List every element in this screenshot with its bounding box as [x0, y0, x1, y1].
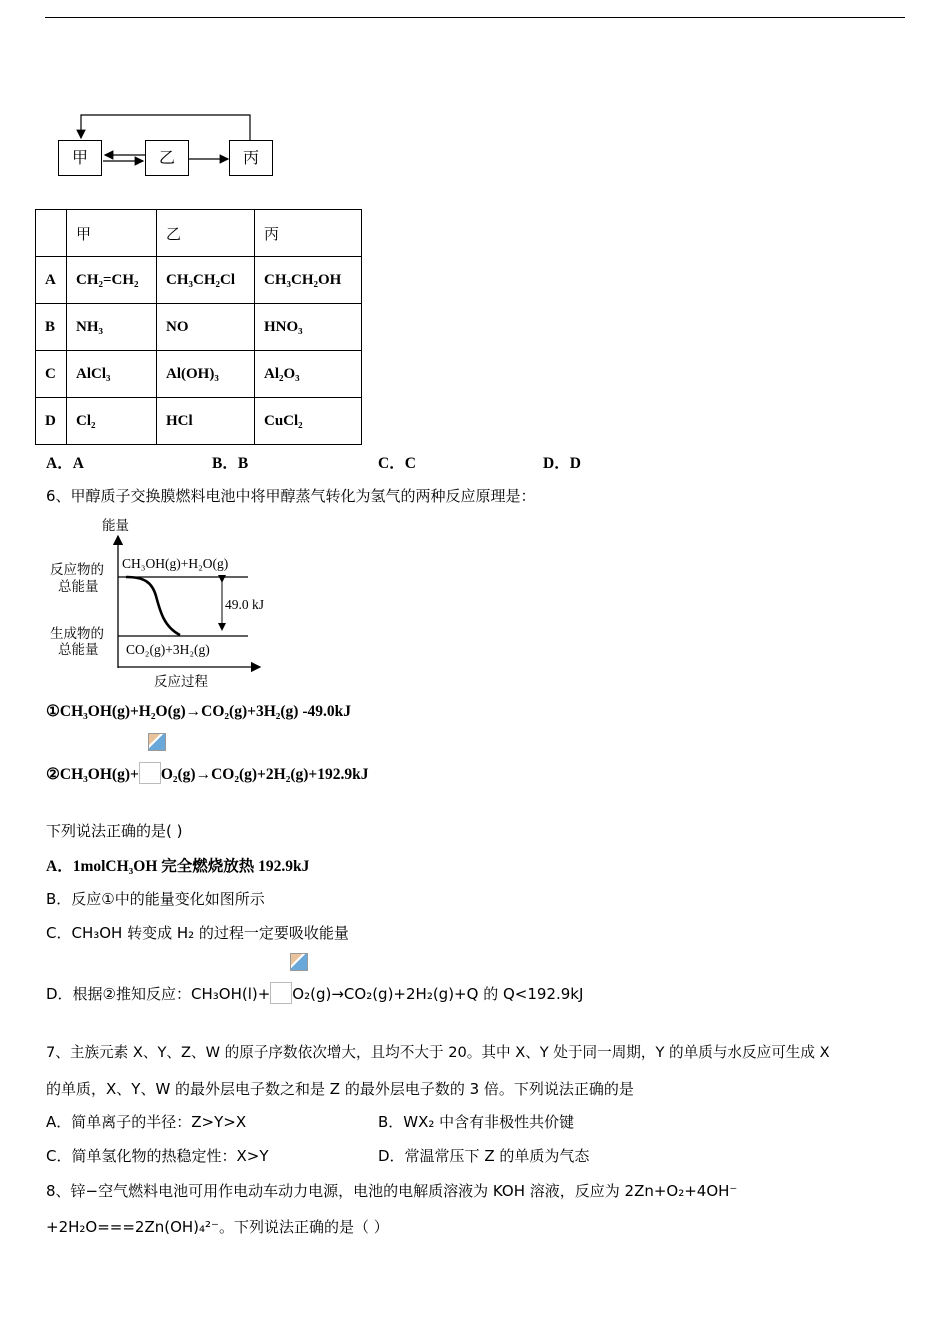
- table-row: [36, 351, 362, 398]
- delta-label: 49.0 kJ: [225, 597, 265, 612]
- flow-box-yi: 乙: [145, 140, 189, 176]
- options-table: [35, 209, 362, 445]
- broken-image-icon: [290, 953, 308, 971]
- top-level-label: CH₃OH(g)+H₂O(g): [122, 556, 229, 571]
- q6-option-a: A．1molCH₃OH 完全燃烧放热 192.9kJ: [46, 858, 310, 875]
- reactant-label-1: 反应物的: [50, 562, 104, 578]
- q6-option-d-left: D．根据②推知反应：CH₃OH(l)+: [46, 985, 271, 1003]
- flow-box-jia: 甲: [58, 140, 102, 176]
- x-axis-label: 反应过程: [154, 674, 208, 690]
- table-header-row: [36, 210, 362, 257]
- q8-stem-line-1: 8、锌−空气燃料电池可用作电动车动力电源，电池的电解质溶液为 KOH 溶液，反应为 2Zn+O₂+4OH⁻: [46, 1182, 738, 1200]
- q8-stem-line-2: +2H₂O===2Zn(OH)₄²⁻。下列说法正确的是（ ）: [46, 1218, 389, 1236]
- q6-option-d: [46, 982, 583, 1004]
- row-label: A: [36, 257, 67, 304]
- table-cell: Al₂O₃: [255, 351, 362, 398]
- image-placeholder: [270, 982, 292, 1004]
- row-label: B: [36, 304, 67, 351]
- table-cell: CH₂=CH₂: [67, 257, 157, 304]
- q6-equation-2-left: ②CH₃OH(g)+: [46, 766, 139, 783]
- energy-diagram: [46, 512, 286, 692]
- y-axis-label: 能量: [102, 518, 129, 534]
- q7-option-b: B．WX₂ 中含有非极性共价键: [378, 1113, 575, 1131]
- flow-box-bing: 丙: [229, 140, 273, 176]
- arrow-bing-to-jia: [81, 115, 250, 140]
- q6-equation-2-right: O₂(g)→CO₂(g)+2H₂(g)+192.9kJ: [160, 766, 369, 783]
- product-label-1: 生成物的: [50, 626, 104, 642]
- table-cell: Cl₂: [67, 398, 157, 445]
- broken-image-icon: [148, 733, 166, 751]
- q6-equation-2: [46, 762, 369, 784]
- header-rule: [45, 17, 905, 18]
- q7-stem-line-1: 7、主族元素 X、Y、Z、W 的原子序数依次增大，且均不大于 20。其中 X、Y 处于同一周期，Y 的单质与水反应可生成 X: [46, 1044, 830, 1061]
- product-label-2: 总能量: [58, 642, 99, 658]
- bottom-level-label: CO₂(g)+3H₂(g): [126, 642, 210, 657]
- table-header-cell: 乙: [157, 210, 255, 257]
- table-cell: AlCl₃: [67, 351, 157, 398]
- table-cell: NO: [157, 304, 255, 351]
- reaction-curve: [126, 577, 180, 635]
- q6-option-b: B．反应①中的能量变化如图所示: [46, 890, 265, 908]
- table-header-cell: 丙: [255, 210, 362, 257]
- row-label: D: [36, 398, 67, 445]
- q7-option-a: A．简单离子的半径：Z>Y>X: [46, 1113, 247, 1131]
- table-cell: HCl: [157, 398, 255, 445]
- table-header-cell: 甲: [67, 210, 157, 257]
- q6-option-d-right: O₂(g)→CO₂(g)+2H₂(g)+Q 的 Q<192.9kJ: [292, 985, 584, 1003]
- q5-option-c: C．C: [378, 455, 416, 472]
- table-cell: CuCl₂: [255, 398, 362, 445]
- row-label: C: [36, 351, 67, 398]
- q6-equation-1: ①CH₃OH(g)+H₂O(g)→CO₂(g)+3H₂(g) -49.0kJ: [46, 703, 352, 720]
- q5-option-b: B．B: [212, 455, 249, 472]
- reactant-label-2: 总能量: [58, 579, 99, 595]
- q6-question: 下列说法正确的是( ): [46, 822, 183, 840]
- table-header-cell: [36, 210, 67, 257]
- q7-stem-line-2: 的单质，X、Y、W 的最外层电子数之和是 Z 的最外层电子数的 3 倍。下列说法正确的是: [46, 1080, 634, 1098]
- table-row: [36, 398, 362, 445]
- table-cell: CH₃CH₂Cl: [157, 257, 255, 304]
- table-cell: HNO₃: [255, 304, 362, 351]
- q7-option-c: C．简单氢化物的热稳定性：X>Y: [46, 1147, 269, 1165]
- table-cell: CH₃CH₂OH: [255, 257, 362, 304]
- table-cell: Al(OH)₃: [157, 351, 255, 398]
- q5-option-a: A．A: [46, 455, 84, 472]
- q7-option-d: D．常温常压下 Z 的单质为气态: [378, 1147, 590, 1165]
- table-row: [36, 304, 362, 351]
- table-row: [36, 257, 362, 304]
- table-cell: NH₃: [67, 304, 157, 351]
- q5-option-d: D．D: [543, 455, 581, 472]
- image-placeholder: [139, 762, 161, 784]
- q6-option-c: C．CH₃OH 转变成 H₂ 的过程一定要吸收能量: [46, 924, 349, 942]
- q6-stem: 6、甲醇质子交换膜燃料电池中将甲醇蒸气转化为氢气的两种反应原理是：: [46, 487, 536, 505]
